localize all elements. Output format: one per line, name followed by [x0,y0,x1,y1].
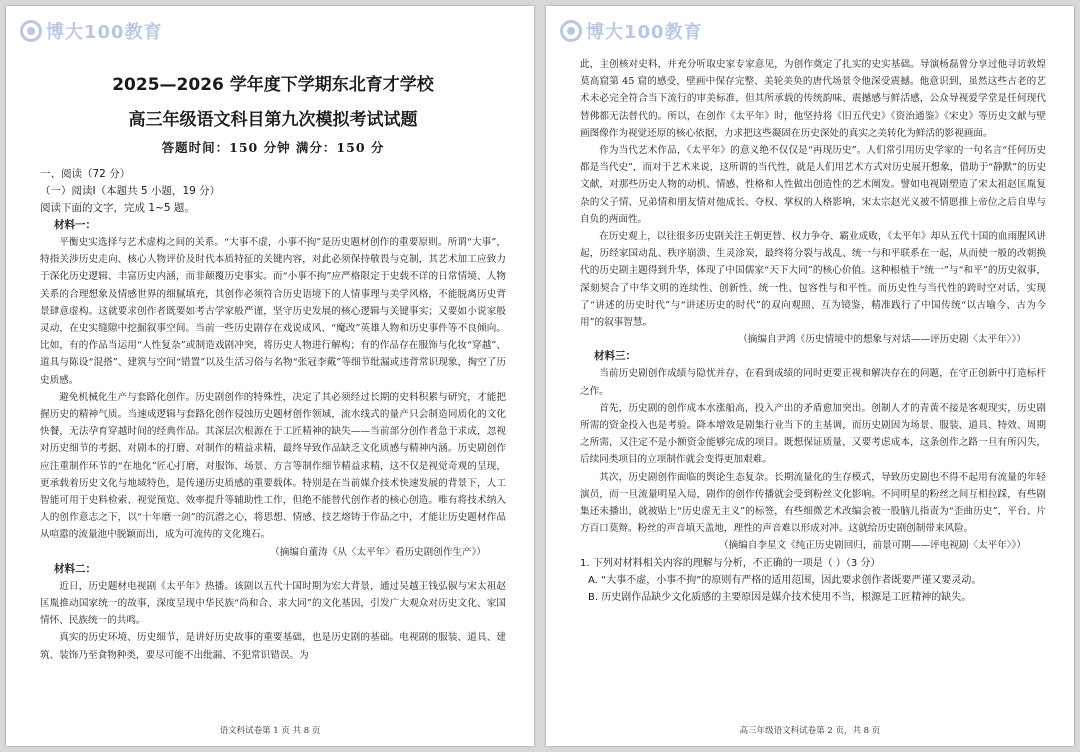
material2-paragraph: 在历史观上，以往很多历史剧关注王朝更替、权力争夺、霸业成败，《太平年》却从五代十国的血雨腥风讲起，历经家国动乱、秩序崩溃、生灵涂炭，最终将分裂与战乱、统一与和平联系在一起，从而使一般的改朝换代的历史剧主题得到升华，体现了中国儒家“天下大同”的核心价值。这种根植于“统一”与“和平”的历史叙事，深刻契合了中华文明的连续性、创新性、统一性、包容性与和平性。而历史性与当代性的跨时空对话，实现了“讲述的历史时代”与“讲述历史的时代”的双向观照、互为镜鉴，精准践行了中国传统“以古喻今、古为今用”的叙事智慧。 [580,231,1046,329]
material3-label: 材料三： [594,350,636,363]
material1-paragraph: 避免机械化生产与套路化创作。历史剧创作的特殊性，决定了其必须经过长期的史料积累与研究，才能把握历史的精神气质。当速成逻辑与套路化创作侵蚀历史题材创作领域，流水线式的量产只会制造同质化的文化快餐，无法孕育穿越时间的经典作品。其深层次根源在于工匠精神的缺失——当前部分创作者急于求成，忽视对历史细节的考据、对剧本的打磨、对制作的精益求精，最终导致作品缺乏文化质感与精神内涵。历史剧创作应注重制作环节的“在地化”匠心打磨，对服饰、场景、方言等制作细节精益求精，这不仅是视觉奇观的呈现，更承载着历史文化与地域特色，是传递历史质感的重要载体。特别是在当前媒介技术快速发展的背景下，人工智能可用于史料检索、视觉预览、效率提升等辅助性工作，但绝不能替代创作者的核心创造。唯有将技术纳入人的创作意志之下，以“十年磨一剑”的沉潜之心，将思想、情感、技艺熔铸于作品之中，才能让历史题材作品从喧嚣的流量池中脱颖而出，成为可流传的文化瑰石。 [40,391,506,541]
logo-circle-icon [560,20,582,42]
page1-content [40,62,506,664]
page2-content [580,56,1046,606]
instruction: 阅读下面的文字，完成 1~5 题。 [40,202,195,214]
exam-time-score: 答题时间：150 分钟 满分：150 分 [161,140,385,155]
logo-circle-icon [20,20,42,42]
question-1: 1. 下列对材料相关内容的理解与分析，不正确的一项是（ ）（3 分） [580,557,881,569]
material1-paragraph: 平衡史实选择与艺术虚构之间的关系。“大事不虚，小事不拘”是历史题材创作的重要原则。所谓“大事”，特指关涉历史走向、核心人物评价及时代本质特征的关键内容，对此必须保持敬畏与克制，其艺术加工应致力于深化历史逻辑、丰富历史内涵，而非颠覆历史事实。而“小事不拘”应严格限定于史载不详的日常情境、人物关系的合理想象及情感世界的细腻填充，其创作必须符合历史语境下的人情事理与美学风格，不能脱离历史背景肆意虚构。这就要求创作者既要如考古学家般严谨，坚守历史发展的核心逻辑与关键事实；又要如小说家般灵动，在史实缝隙中挖掘叙事空间。当前一些历史剧存在戏说成风、“魔改”英雄人物和历史事件等不良倾向。比如，有的作品当运用“人性复杂”或制造戏剧冲突，将历史人物进行解构；有的作品存在服饰与化妆“穿越”、道具与陈设“混搭”、建筑与空间“错置”以及生活习俗与名物“张冠李戴”等细节纰漏或违背常识现象，掏空了历史质感。 [40,237,506,386]
material3-paragraph: 其次，历史剧创作面临的舆论生态复杂。长期流量化的生存模式，导致历史剧也不得不起用有流量的年轻演员，而一旦流量明星入局，剧作的创作传播就会受到粉丝文化影响。不同明星的粉丝之间互相拉踩，有些剧集还未播出，就被贴上“历史虚无主义”的标签，有些细微艺术改编会被一股脑儿指责为“歪曲历史”，平台、片方百口莫辩。粉丝的声音填天盖地，理性的声音难以形成对冲。这就给历史剧创制带来风险。 [580,471,1046,535]
logo-text: 博大100教育 [46,22,163,43]
exam-page-1 [6,6,534,746]
material2-label: 材料二： [54,562,96,575]
material3-paragraph: 首先，历史剧的创作成本水涨船高，投入产出的矛盾愈加突出。创制人才的青黄不接是客观现实，历史剧所需的资金投入也是考验。降本增效是剧集行业当下的主基调，而历史剧因为场景、服装、道具、特效、周期之所需，又注定不是小额资金能够完成的项目。既想保证质量，又要考虑成本，这条创作之路一旦有所闪失，后续同类项目的立项制作就会变得更加艰难。 [580,402,1046,466]
material2-paragraph: 此，主创核对史料，并充分听取史家专家意见，为创作奠定了扎实的史实基础。导演杨磊曾分享过他寻访敦煌莫高窟第 45 窟的感受，壁画中保存完整、美轮美奂的唐代场景令他深受震撼。他意识到，虽然这些古老的艺术未必完全符合当下流行的审美标准，但其所承载的传统韵味、震撼感与鲜活感，公众导视爱学堂是任何现代替佛都无法替代的。所以，在创作《太平年》时，他坚持将《旧五代史》《资治通鉴》《宋史》等历史文献与壁画图像作为视觉还原的核心依据，力求把这些凝固在历史深处的真实之美转化为鲜活的影视画面。 [580,59,1046,139]
material1-citation: （摘编自董涛《从〈太平年〉看历史剧创作生产》） [270,546,486,558]
material3-paragraph: 当前历史剧创作成绩与隐忧并存，在看到成绩的同时更要正视和解决存在的问题，在守正创新中打造标杆之作。 [580,368,1046,397]
exam-page-2 [546,6,1074,746]
section-heading: 一、阅读（72 分） [40,168,131,180]
page-footer: 高三年级语文科试卷第 2 页，共 8 页 [739,726,881,736]
material2-paragraph: 近日，历史题材电视剧《太平年》热播。该剧以五代十国时期为宏大背景，通过吴越王钱弘俶与宋太祖赵匡胤推动国家统一的故事，深度呈现中华民族“尚和合、求大同”的文化基因，引发广大观众对历史文化、家国情怀、民族统一的共鸣。 [40,580,506,627]
subsection-heading: （一）阅读Ⅰ（本题共 5 小题，19 分） [40,185,221,197]
material2-paragraph: 真实的历史环境、历史细节，是讲好历史故事的重要基础，也是历史剧的基础。电视剧的服装、道具、建筑、装饰乃至食物种类，要尽可能不出纰漏、不犯常识错误。为 [40,632,506,661]
question-1-option-b: B. 历史剧作品缺少文化质感的主要原因是媒介技术使用不当，根源是工匠精神的缺失。 [588,591,972,603]
material3-citation: （摘编自李星文《纯正历史剧回归，前景可期——评电视剧〈太平年〉》） [719,540,1026,552]
page-footer: 语文科试卷第 1 页 共 8 页 [219,726,321,736]
brand-logo [560,18,703,44]
material2-paragraph: 作为当代艺术作品，《太平年》的意义绝不仅仅是“再现历史”。人们常引用历史学家的一句名言“任何历史都是当代史”，而对于艺术来说，这所谓的当代性，就是人们用艺术方式对历史展开想象，借助于“静默”的历史文献，对那些历史人物的动机、情感、性格和人性做出创造性的艺术阐发。譬如电视剧塑造了宋太祖赵匡胤复杂的父子情、兄弟情和朋友情对他成长、夺权、掌权的人格影响，宋太宗赵光义被不情愿推上帝位之后自卑与自负的两面性。 [580,145,1046,225]
material1-label: 材料一： [54,219,96,231]
exam-title-line1: 2025—2026 学年度下学期东北育才学校 [112,75,434,95]
exam-title-line2: 高三年级语文科目第九次模拟考试试题 [128,110,418,130]
material2-citation: （摘编自尹鸿《历史情境中的想象与对话——评历史剧〈太平年〉》） [738,334,1026,346]
question-1-option-a: A. “大事不虚，小事不拘”的原则有严格的适用范围，因此要求创作者既要严谨又要灵动。 [588,574,982,586]
brand-logo [20,18,163,44]
logo-text: 博大100教育 [586,22,703,43]
